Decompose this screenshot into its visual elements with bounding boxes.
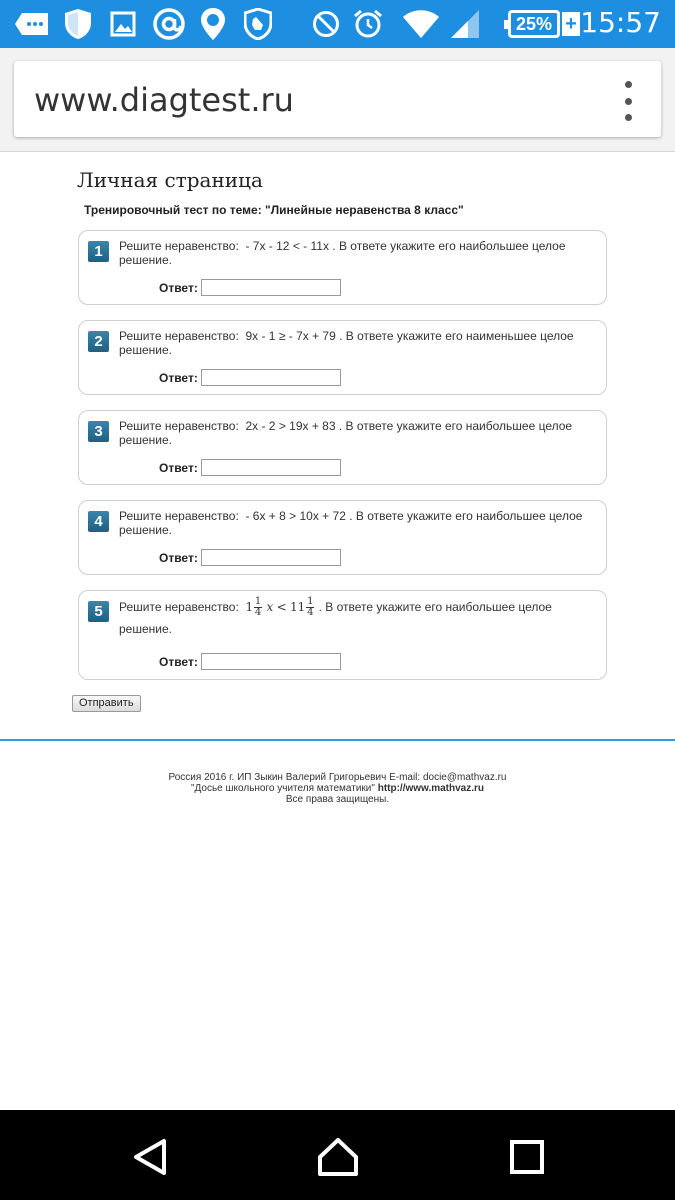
home-icon[interactable]: [316, 1135, 360, 1179]
question-card-4: [78, 500, 607, 575]
submit-button[interactable]: Отправить: [72, 695, 141, 712]
answer-input-3[interactable]: [201, 459, 341, 476]
answer-input-4[interactable]: [201, 549, 341, 566]
question-expression: 1 $\frac{1}{4}$ x < 11 $\frac{1}{4}$: [245, 596, 314, 619]
footer-line-3: Все права защищены.: [285, 794, 390, 805]
question-number: 4: [88, 511, 109, 532]
question-text: Решите неравенство: 2x - 2 > 19x + 83 . В ответе укажите его наибольшее целое решение.: [119, 419, 573, 447]
question-card-2: [78, 320, 607, 395]
answer-input-5[interactable]: [201, 653, 341, 670]
status-bar: [0, 0, 675, 48]
question-expression: 2x - 2 > 19x + 83: [245, 419, 336, 433]
battery-indicator: 25%: [508, 10, 560, 38]
answer-label: Ответ:: [159, 654, 198, 669]
answer-row: [159, 653, 341, 670]
question-number: 2: [88, 331, 109, 352]
answer-label: Ответ:: [159, 280, 198, 295]
question-card-1: [78, 230, 607, 305]
fraction-right: $\frac{1}{4}$: [307, 596, 314, 619]
clock: 15:57: [580, 6, 661, 39]
question-expression: 9x - 1 ≥ - 7x + 79: [245, 329, 336, 343]
answer-row: [159, 459, 341, 476]
question-text: Решите неравенство: - 7x - 12 < - 11x . В ответе укажите его наибольшее целое решение.: [119, 239, 566, 267]
question-card-3: [78, 410, 607, 485]
footer-line-1: Россия 2016 г. ИП Зыкин Валерий Григорьевич E-mail: docie@mathvaz.ru: [168, 772, 507, 783]
footer-link[interactable]: http://www.mathvaz.ru: [377, 783, 485, 794]
browser-toolbar: [0, 48, 675, 152]
test-subtitle: Тренировочный тест по теме: "Линейные неравенства 8 класс": [84, 203, 464, 217]
recents-square-icon[interactable]: [505, 1135, 549, 1179]
hand-badge-icon: [244, 8, 272, 40]
answer-label: Ответ:: [159, 460, 198, 475]
overflow-menu-icon[interactable]: [621, 81, 635, 121]
answer-row: [159, 549, 341, 566]
signal-icon: [450, 8, 480, 40]
no-disturb-icon: [312, 8, 340, 40]
answer-input-1[interactable]: [201, 279, 341, 296]
messages-icon: [14, 8, 50, 40]
charging-icon: +: [562, 12, 580, 36]
url-text[interactable]: www.diagtest.ru: [34, 81, 294, 119]
question-number: 5: [88, 601, 109, 622]
at-sign-icon: [152, 8, 186, 40]
question-expression: - 6x + 8 > 10x + 72: [245, 509, 346, 523]
image-icon: [110, 8, 136, 40]
footer-line-2: "Досье школьного учителя математики" http://www.mathvaz.ru: [190, 783, 485, 794]
question-expression: - 7x - 12 < - 11x: [245, 239, 329, 253]
question-number: 1: [88, 241, 109, 262]
question-number: 3: [88, 421, 109, 442]
navigation-bar: [0, 1110, 675, 1200]
answer-label: Ответ:: [159, 370, 198, 385]
question-card-5: [78, 590, 607, 680]
answer-input-2[interactable]: [201, 369, 341, 386]
footer: [0, 772, 675, 805]
address-bar[interactable]: [14, 61, 661, 137]
question-text: Решите неравенство: 1 $\frac{1}{4}$ x < 11 $\frac{1}{4}$ . В ответе укажите его наибольшее целое решение.: [119, 596, 552, 637]
answer-row: [159, 279, 341, 296]
answer-row: [159, 369, 341, 386]
fraction-left: $\frac{1}{4}$: [254, 596, 262, 619]
alarm-icon: [352, 8, 384, 40]
question-text: Решите неравенство: 9x - 1 ≥ - 7x + 79 . В ответе укажите его наименьшее целое решение.: [119, 329, 574, 357]
shield-icon: [64, 8, 92, 40]
back-triangle-icon[interactable]: [128, 1135, 172, 1179]
footer-divider: [0, 739, 675, 741]
location-pin-icon: [200, 8, 226, 40]
answer-label: Ответ:: [159, 550, 198, 565]
wifi-icon: [402, 8, 440, 40]
page-title: Личная страница: [77, 168, 263, 192]
question-text: Решите неравенство: - 6x + 8 > 10x + 72 . В ответе укажите его наибольшее целое решение.: [119, 509, 583, 537]
